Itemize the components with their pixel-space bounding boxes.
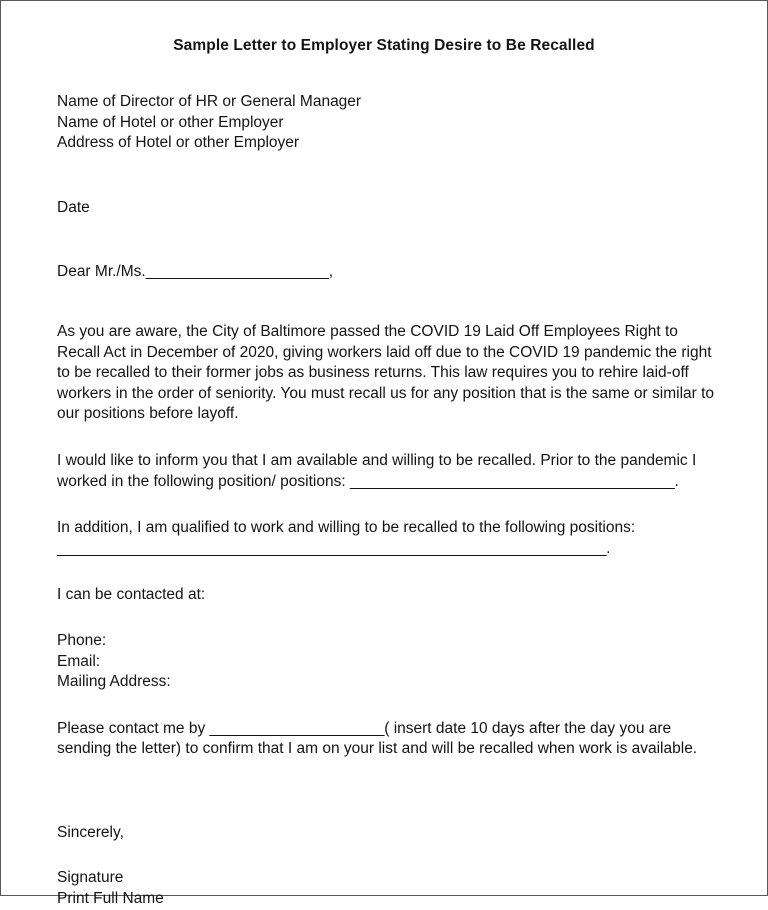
closing-salutation: Sincerely,	[57, 823, 124, 841]
paragraph-recall-act: As you are aware, the City of Baltimore passed the COVID 19 Laid Off Employees Right to Recall Act in December of 2020, giving workers laid off due to the COVID 19 pandemic the right to be recalled to their former jobs as business returns. This law requires you to rehire laid-off workers in the order of seniority. You must recall us for any position that is the same or similar to our positions before layoff.	[57, 322, 715, 423]
response-deadline-text: Please contact me by	[57, 719, 210, 737]
qualified-positions-period: .	[606, 539, 611, 557]
contact-intro-line: I can be contacted at:	[57, 586, 206, 604]
salutation-text: Dear Mr./Ms.	[57, 263, 146, 281]
salutation-comma: ,	[328, 263, 334, 281]
recipient-employer-line: Name of Hotel or other Employer	[57, 113, 284, 131]
qualified-positions-blank-second[interactable]: ___________________________________________________________	[115, 539, 607, 557]
recipient-address-block	[57, 92, 719, 154]
print-name-label: Print Full Name	[57, 890, 164, 908]
email-field-label: Email:	[57, 652, 101, 670]
availability-text: I would like to inform you that I am available and willing to be recalled. Prior to the pandemic I worked in the following position/ positions:	[57, 451, 697, 490]
signature-block	[57, 868, 719, 909]
availability-period: .	[674, 472, 679, 490]
page-title: Sample Letter to Employer Stating Desire to Be Recalled	[173, 37, 595, 54]
recipient-address-line: Address of Hotel or other Employer	[57, 134, 300, 152]
response-deadline-rest: ( insert date 10 days after the day you are sending the letter) to confirm that I am on your list and will be recalled when work is available.	[57, 719, 698, 758]
paragraph-response-deadline	[57, 719, 719, 760]
salutation-blank[interactable]: ______________________	[145, 263, 329, 281]
paragraph-qualified-positions	[57, 518, 719, 559]
salutation-line	[57, 262, 719, 283]
former-positions-blank[interactable]: _______________________________________	[349, 472, 675, 490]
mailing-address-field-label: Mailing Address:	[57, 673, 171, 691]
recipient-name-line: Name of Director of HR or General Manager	[57, 93, 362, 110]
letter-body	[1, 92, 767, 910]
date-placeholder: Date	[57, 198, 90, 216]
qualified-positions-blank-first[interactable]: _______	[57, 539, 116, 557]
response-date-blank[interactable]: _____________________	[209, 719, 385, 737]
paragraph-availability	[57, 451, 719, 492]
phone-field-label: Phone:	[57, 631, 107, 649]
signature-label: Signature	[57, 869, 124, 887]
qualified-positions-text: In addition, I am qualified to work and willing to be recalled to the following positions:	[57, 519, 636, 537]
contact-fields-block	[57, 631, 719, 693]
